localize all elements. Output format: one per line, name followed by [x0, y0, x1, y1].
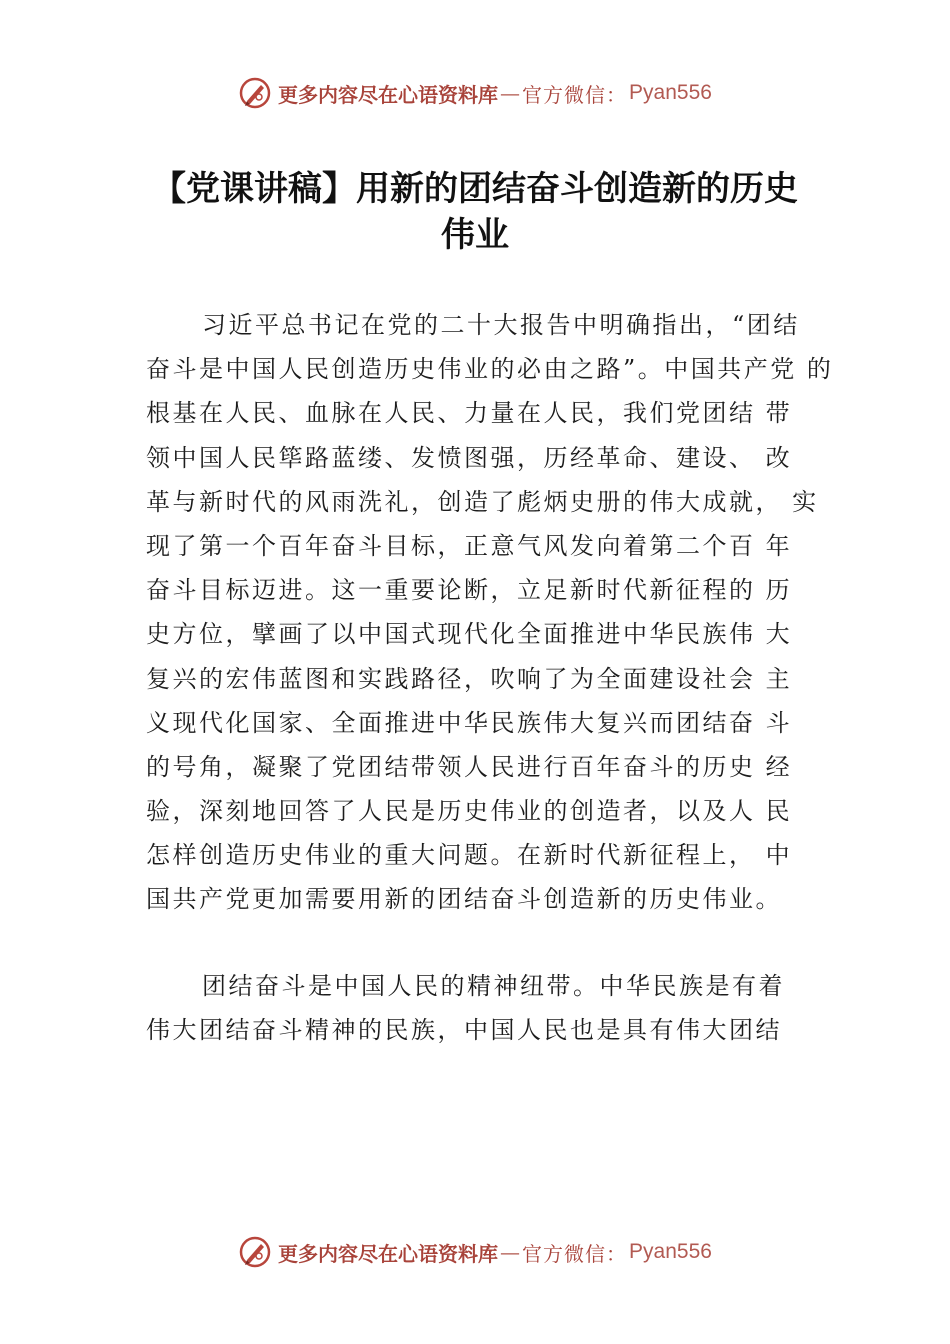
text-line: 史方位，擘画了以中国式现代化全面推进中华民族伟 大: [146, 620, 793, 649]
text-line: 国共产党更加需要用新的团结奋斗创造新的历史伟业。: [146, 885, 782, 914]
text-line: 怎样创造历史伟业的重大问题。在新时代新征程上， 中: [146, 841, 793, 870]
banner-brand: 更多内容尽在心语资料库: [278, 82, 499, 107]
pen-logo-icon: [238, 76, 272, 110]
title-line: 【党课讲稿】用新的团结奋斗创造新的历史: [152, 169, 798, 209]
text-line: 领中国人民筚路蓝缕、发愤图强，历经革命、建设、 改: [146, 443, 793, 472]
title-line: 伟业: [441, 215, 509, 255]
header-banner: [0, 73, 950, 113]
text-line: 的号角，凝聚了党团结带领人民进行百年奋斗的历史 经: [146, 752, 793, 781]
text-line: 伟大团结奋斗精神的民族，中国人民也是具有伟大团结: [146, 1016, 782, 1045]
document-title: [100, 166, 850, 258]
banner-dash: —: [500, 81, 521, 105]
paragraph-2: [146, 964, 834, 1052]
text-line: 现了第一个百年奋斗目标，正意气风发向着第二个百 年: [146, 531, 793, 560]
banner-wechat-id: Pyan556: [629, 81, 712, 104]
paragraph-1: [146, 303, 834, 922]
banner-label: 官方微信：: [522, 82, 628, 107]
banner-brand: 更多内容尽在心语资料库: [278, 1241, 499, 1266]
banner-label: 官方微信：: [522, 1241, 628, 1266]
text-line: 团结奋斗是中国人民的精神纽带。中华民族是有着: [202, 972, 785, 1000]
text-line: 义现代化国家、全面推进中华民族伟大复兴而团结奋 斗: [146, 708, 793, 737]
text-line: 复兴的宏伟蓝图和实践路径，吹响了为全面建设社会 主: [146, 664, 793, 693]
banner-wechat-id: Pyan556: [629, 1240, 712, 1263]
banner-dash: —: [500, 1240, 521, 1264]
text-line: 根基在人民、血脉在人民、力量在人民，我们党团结 带: [146, 399, 793, 428]
text-line: 习近平总书记在党的二十大报告中明确指出，“团结: [202, 311, 800, 339]
footer-banner: [0, 1232, 950, 1272]
text-line: 奋斗是中国人民创造历史伟业的必由之路”。中国共产党 的: [146, 355, 834, 384]
text-line: 奋斗目标迈进。这一重要论断，立足新时代新征程的 历: [146, 576, 793, 605]
text-line: 验，深刻地回答了人民是历史伟业的创造者，以及人 民: [146, 797, 793, 826]
text-line: 革与新时代的风雨洗礼，创造了彪炳史册的伟大成就， 实: [146, 487, 819, 516]
pen-logo-icon: [238, 1235, 272, 1269]
